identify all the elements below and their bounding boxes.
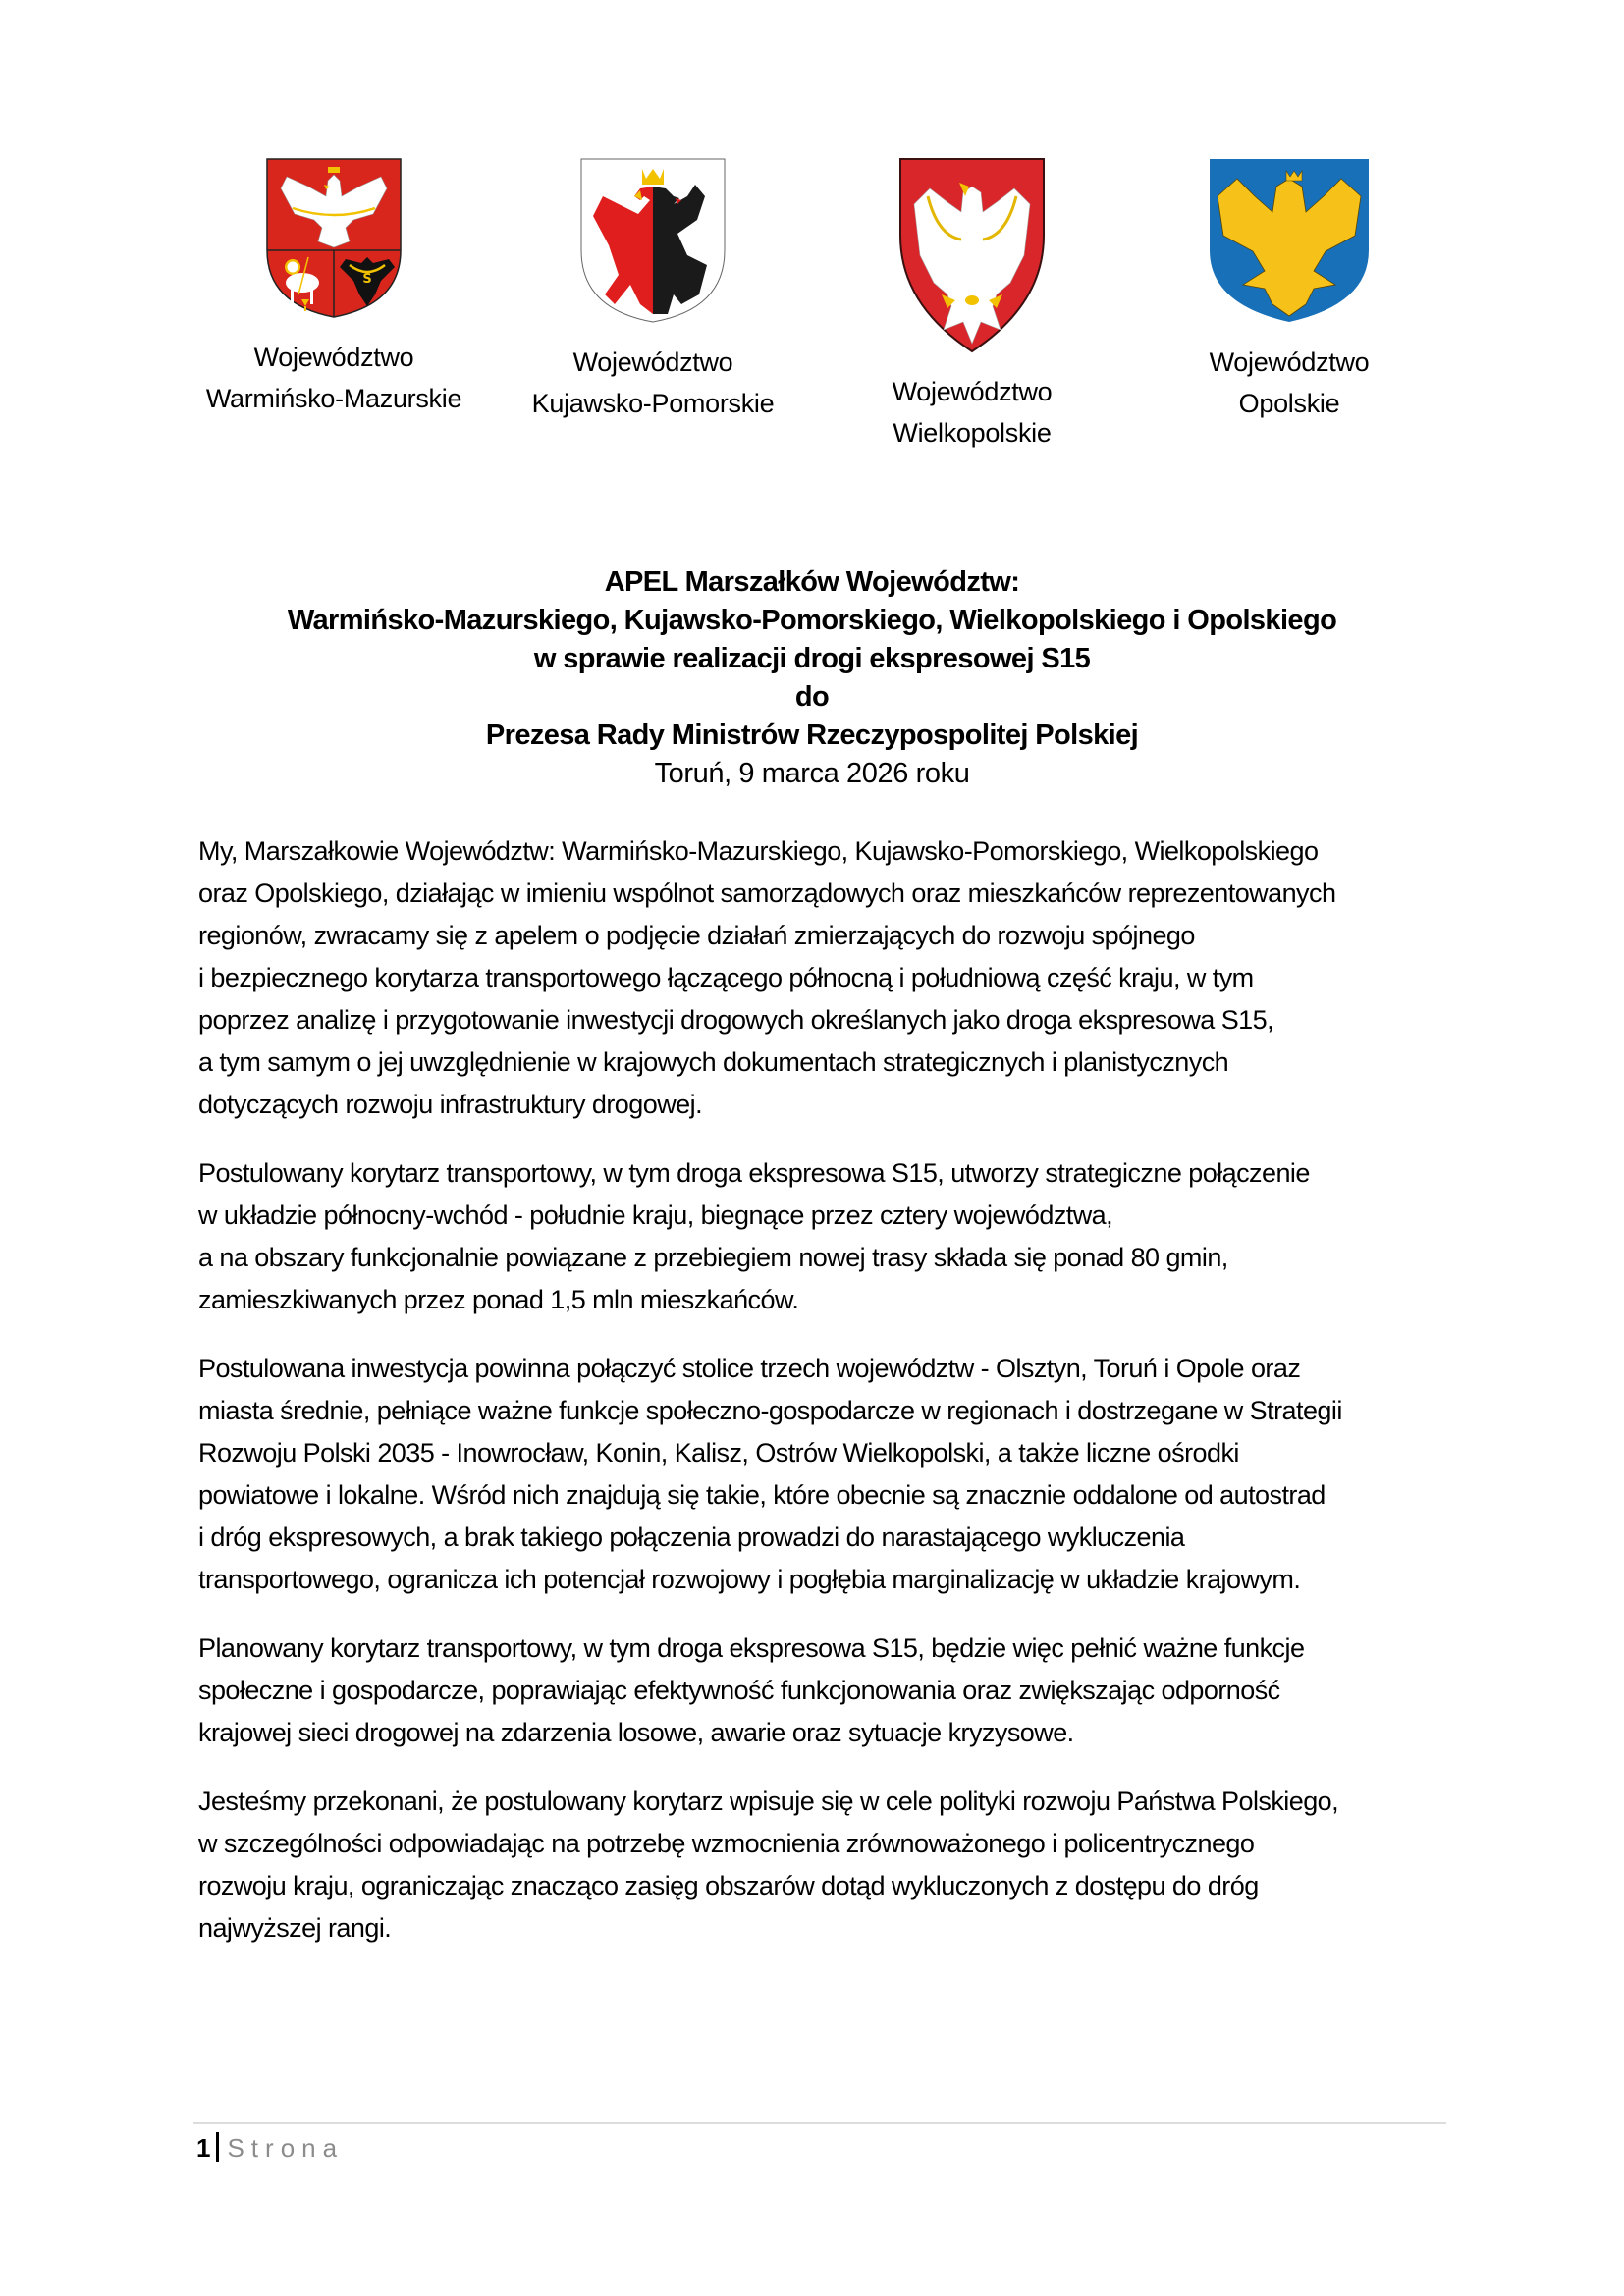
- crest-label-line2: Kujawsko-Pomorskie: [531, 389, 775, 418]
- text-line: miasta średnie, pełniące ważne funkcje społeczno-gospodarcze w regionach i dostrzegane w Strategii: [198, 1396, 1342, 1425]
- page-label: Strona: [227, 2133, 345, 2163]
- text-line: najwyższej rangi.: [198, 1913, 392, 1943]
- coat-of-arms-kujawsko-pomorskie-icon: [579, 157, 727, 324]
- text-line: Postulowana inwestycja powinna połączyć stolice trzech województw - Olsztyn, Toruń i Opole oraz: [198, 1354, 1301, 1383]
- text-line: oraz Opolskiego, działając w imieniu wspólnot samorządowych oraz mieszkańców reprezentowanych: [198, 879, 1336, 908]
- text-line: Planowany korytarz transportowy, w tym droga ekspresowa S15, będzie więc pełnić ważne funkcje: [198, 1633, 1305, 1663]
- title-line-3: w sprawie realizacji drogi ekspresowej S15: [533, 643, 1091, 674]
- text-line: w układzie północny-wchód - południe kraju, biegnące przez cztery województwa,: [198, 1201, 1113, 1230]
- text-line: regionów, zwracamy się z apelem o podjęcie działań zmierzających do rozwoju spójnego: [198, 921, 1195, 950]
- coat-of-arms-wielkopolskie-icon: [898, 157, 1046, 353]
- crest-label-line2: Opolskie: [1238, 389, 1340, 418]
- text-line: powiatowe i lokalne. Wśród nich znajdują się takie, które obecnie są znacznie oddalone od autostrad: [198, 1480, 1326, 1510]
- paragraph-5: [198, 1781, 1455, 1949]
- text-line: dotyczących rozwoju infrastruktury drogowej.: [198, 1090, 703, 1119]
- text-line: poprzez analizę i przygotowanie inwestycji drogowych określanych jako droga ekspresowa S15,: [198, 1005, 1274, 1035]
- title-line-1: APEL Marszałków Województw:: [604, 566, 1020, 598]
- title-line-2: Warmińsko-Mazurskiego, Kujawsko-Pomorskiego, Wielkopolskiego i Opolskiego: [287, 605, 1337, 636]
- crest-opolskie: [1132, 157, 1446, 424]
- text-line: transportowego, ogranicza ich potencjał rozwojowy i pogłębia marginalizację w układzie krajowym.: [198, 1565, 1301, 1594]
- crest-kujawsko-pomorskie: [496, 157, 810, 424]
- text-line: My, Marszałkowie Województw: Warmińsko-Mazurskiego, Kujawsko-Pomorskiego, Wielkopolskiego: [198, 836, 1319, 866]
- text-line: a tym samym o jej uwzględnienie w krajowych dokumentach strategicznych i planistycznych: [198, 1047, 1229, 1077]
- crest-label-line2: Warmińsko-Mazurskie: [205, 384, 462, 413]
- paragraph-3: [198, 1348, 1455, 1601]
- footer-divider: [193, 2122, 1446, 2124]
- footer-separator: [216, 2132, 219, 2162]
- text-line: zamieszkiwanych przez ponad 1,5 mln mieszkańców.: [198, 1285, 799, 1314]
- text-line: rozwoju kraju, ograniczając znacząco zasięg obszarów dotąd wykluczonych z dostępu do dróg: [198, 1871, 1259, 1900]
- crest-label-line1: Województwo: [572, 347, 733, 377]
- coats-of-arms-row: [0, 157, 1624, 491]
- crest-label-line1: Województwo: [1209, 347, 1370, 377]
- svg-text:S: S: [362, 272, 372, 287]
- place-and-date: Toruń, 9 marca 2026 roku: [654, 758, 970, 789]
- crest-label-line1: Województwo: [253, 343, 414, 372]
- paragraph-2: [198, 1152, 1455, 1321]
- appeal-body: [198, 830, 1455, 1976]
- page-number: 1: [196, 2133, 211, 2163]
- crest-wielkopolskie: [815, 157, 1129, 454]
- text-line: a na obszary funkcjonalnie powiązane z przebiegiem nowej trasy składa się ponad 80 gmin,: [198, 1243, 1228, 1272]
- paragraph-1: [198, 830, 1455, 1126]
- text-line: w szczególności odpowiadając na potrzebę wzmocnienia zrównoważonego i policentrycznego: [198, 1829, 1255, 1858]
- text-line: i dróg ekspresowych, a brak takiego połączenia prowadzi do narastającego wykluczenia: [198, 1522, 1185, 1552]
- text-line: i bezpiecznego korytarza transportowego łączącego północną i południową część kraju, w tym: [198, 963, 1254, 992]
- title-line-4: do: [794, 681, 830, 713]
- text-line: społeczne i gospodarcze, poprawiając efektywność funkcjonowania oraz zwiększając odporność: [198, 1676, 1280, 1705]
- text-line: Postulowany korytarz transportowy, w tym droga ekspresowa S15, utworzy strategiczne połączenie: [198, 1158, 1310, 1188]
- title-line-5: Prezesa Rady Ministrów Rzeczypospolitej Polskiej: [485, 720, 1139, 751]
- text-line: krajowej sieci drogowej na zdarzenia losowe, awarie oraz sytuacje kryzysowe.: [198, 1718, 1074, 1747]
- text-line: Jesteśmy przekonani, że postulowany korytarz wpisuje się w cele polityki rozwoju Państwa Polskiego,: [198, 1787, 1339, 1816]
- page-footer: [196, 2130, 344, 2165]
- coat-of-arms-warminsko-mazurskie-icon: [265, 157, 403, 319]
- crest-label-line1: Województwo: [892, 377, 1053, 406]
- crest-label-line2: Wielkopolskie: [893, 418, 1052, 448]
- crest-warminsko-mazurskie: [177, 157, 491, 419]
- appeal-title: [147, 563, 1477, 793]
- paragraph-4: [198, 1628, 1455, 1754]
- coat-of-arms-opolskie-icon: [1208, 157, 1371, 324]
- text-line: Rozwoju Polski 2035 - Inowrocław, Konin, Kalisz, Ostrów Wielkopolski, a także liczne ośrodki: [198, 1438, 1239, 1468]
